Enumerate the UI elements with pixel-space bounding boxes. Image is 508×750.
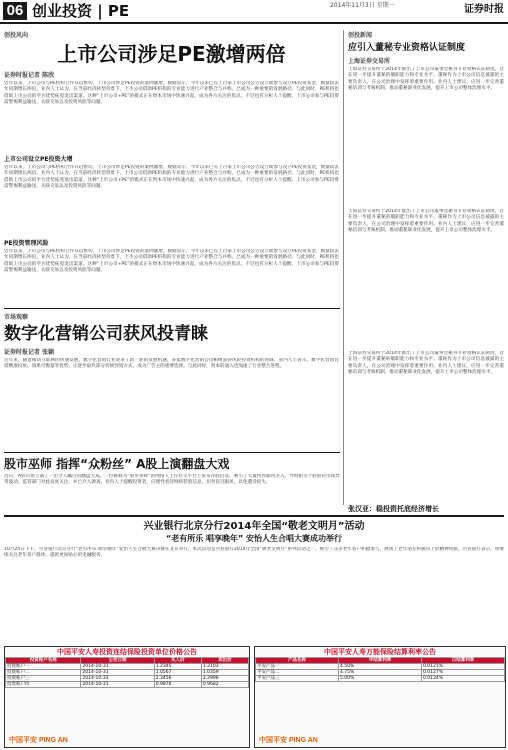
- column-divider: [343, 30, 344, 505]
- article-headline: 股市巫师 指挥“众粉丝” A股上演翻盘大戏: [4, 457, 230, 471]
- article-opinion: [348, 505, 504, 513]
- table-row: [6, 682, 249, 688]
- banner-title: 兴业银行北京分行2014年全国“敬老文明月”活动: [143, 521, 365, 532]
- article-tag: 市场观察: [4, 314, 29, 321]
- table-cell: 4.50%: [339, 664, 422, 670]
- table-cell: 投资账户二: [6, 670, 81, 676]
- table-cell: 0.9876: [154, 682, 201, 688]
- article-headline: 应引入董秘专业资格认证制度: [348, 43, 466, 53]
- table-cell: 投资账户一: [6, 664, 81, 670]
- table-cell: 0.9682: [201, 682, 248, 688]
- table-row: [256, 676, 505, 682]
- article-tag: 创投风向: [4, 32, 29, 39]
- table-cell: 投资账户三: [6, 676, 81, 682]
- table-header: 公告日期: [81, 658, 154, 664]
- page-header: [0, 0, 508, 24]
- article-tag: 创投新闻: [348, 32, 373, 39]
- table-cell: 1.2103: [201, 664, 248, 670]
- table-cell: 1.2345: [154, 664, 201, 670]
- table-cell: 4.75%: [339, 670, 422, 676]
- article-body: 近年来，随着移动互联网的快速发展，数字化营销行业迎来了新一轮的发展机遇，多家数字化营销公司相继获得风险投资机构的青睐。业内人士表示，数字化营销凭借精准投放、效果可衡量等优势，正逐步取代部分传统营销方式，成为广告主的重要选择。与此同时，资本的涌入也加速了行业整合进程。: [4, 358, 339, 370]
- article-body-continued: 上海证券交易所于2014年推出了上市公司董事会秘书专业资格认证制度，旨在进一步提升董秘的履职能力和专业水平。董秘作为上市公司信息披露的主要负责人，在公司治理中发挥着重要作用。业内人士建议，应进一步完善董秘培训与考核机制，推动董秘职业化发展，提升上市公司整体治理水平。: [348, 351, 504, 375]
- article-body: 近日，A股市场上演了一出令人瞩目的翻盘大戏。一位被称为“股市巫师”的网络人士在社交平台上发布荐股信息，吸引了大量粉丝跟风买入，导致相关个股股价出现异常波动。监管部门对此高度关注，并已介入调查。业内人士提醒投资者，应理性看待网络荐股信息，切勿盲目跟风，以免遭受损失。: [4, 474, 340, 486]
- table-header: 投资账户名称: [6, 658, 81, 664]
- rate-table: [255, 657, 505, 682]
- table-header: 年结算利率: [339, 658, 422, 664]
- article-pe-lead: [4, 30, 339, 305]
- article-body-continued: 近年以来，上市公司与PE机构合作日趋密切，上市公司涉足PE投资的案例激增。数据显示，今年以来已有上百家上市公司公告设立或参与设立PE投资基金，数量较去年同期增长两倍。业内人士认为，在当前经济转型背景下，上市公司借助PE机构的专业能力进行产业整合与并购，已成为一种重要的发展路径。与此同时，PE机构也借助上市公司的平台优势拓宽退出渠道。这种“上市公司+PE”的模式正在资本市场中快速兴起，成为各方关注的焦点。不过也有分析人士提醒，上市公司参与PE投资需警惕利益输送、关联交易以及投资风险等问题。: [4, 165, 339, 189]
- article-digital-marketing: [4, 312, 339, 452]
- table-cell: 2014-10-31: [81, 664, 154, 670]
- table-cell: 2014-10-31: [81, 670, 154, 676]
- article-dongmi: [348, 30, 504, 500]
- ad-title: 中国平安人寿万能保险结算利率公告: [324, 648, 436, 656]
- insurance-price-ad: [4, 646, 250, 748]
- paper-name: 证券时报: [464, 4, 504, 15]
- table-cell: 0.0127%: [422, 670, 505, 676]
- table-header: 产品名称: [256, 658, 339, 664]
- article-stock-wizard: [4, 456, 340, 512]
- table-cell: 0.0121%: [422, 664, 505, 670]
- table-cell: 2.3456: [154, 676, 201, 682]
- table-cell: 2014-10-31: [81, 682, 154, 688]
- section-number: 06: [3, 2, 27, 20]
- article-byline: 证券时报记者 陈欣: [4, 72, 55, 79]
- table-cell: 1.0567: [154, 670, 201, 676]
- price-table: [5, 657, 249, 688]
- article-subhead: PE投资管理风险: [4, 240, 49, 247]
- table-cell: 0.0134%: [422, 676, 505, 682]
- banner-body: 10月25日下午，兴业银行北京分行“老有所乐 唱享晚年”安怡人生合唱大赛决赛在北京举行。本次活动是兴业银行2014年全国“敬老文明月”系列活动之一，吸引了众多老年客户积极参与，展现了老年朋友积极向上的精神风貌。兴业银行表示，将继续关注老年客户群体，提供更加贴心的金融服务。: [4, 547, 504, 559]
- article-byline: 上海证券交易所: [348, 58, 391, 65]
- section-title: 创业投资 | PE: [32, 2, 130, 20]
- pingan-logo: 中国平安 PING AN: [259, 737, 318, 744]
- table-cell: 1.0359: [201, 670, 248, 676]
- article-body-continued: 上海证券交易所于2014年推出了上市公司董事会秘书专业资格认证制度，旨在进一步提升董秘的履职能力和专业水平。董秘作为上市公司信息披露的主要负责人，在公司治理中发挥着重要作用。业内人士建议，应进一步完善董秘培训与考核机制，推动董秘职业化发展，提升上市公司整体治理水平。: [348, 209, 504, 233]
- article-headline: 上市公司涉足PE激增两倍: [57, 42, 286, 66]
- pingan-logo: 中国平安 PING AN: [9, 737, 68, 744]
- article-subhead: 上市公司设立PE投资大增: [4, 156, 73, 163]
- article-body-continued: 近年以来，上市公司与PE机构合作日趋密切，上市公司涉足PE投资的案例激增。数据显示，今年以来已有上百家上市公司公告设立或参与设立PE投资基金，数量较去年同期增长两倍。业内人士认为，在当前经济转型背景下，上市公司借助PE机构的专业能力进行产业整合与并购，已成为一种重要的发展路径。与此同时，PE机构也借助上市公司的平台优势拓宽退出渠道。这种“上市公司+PE”的模式正在资本市场中快速兴起，成为各方关注的焦点。不过也有分析人士提醒，上市公司参与PE投资需警惕利益输送、关联交易以及投资风险等问题。: [4, 249, 339, 273]
- table-cell: 投资账户四: [6, 682, 81, 688]
- article-headline: 数字化营销公司获风投青睐: [4, 324, 208, 344]
- table-cell: 5.00%: [339, 676, 422, 682]
- article-byline: 证券时报记者 张颖: [4, 349, 55, 356]
- bank-banner: [4, 515, 504, 643]
- table-header: 卖出价: [201, 658, 248, 664]
- article-body: 上海证券交易所于2014年推出了上市公司董事会秘书专业资格认证制度，旨在进一步提升董秘的履职能力和专业水平。董秘作为上市公司信息披露的主要负责人，在公司治理中发挥着重要作用。业内人士建议，应进一步完善董秘培训与考核机制，推动董秘职业化发展，提升上市公司整体治理水平。: [348, 67, 504, 91]
- ad-title: 中国平安人寿投资连结保险投资单位价格公告: [57, 648, 197, 656]
- article-body: 近年以来，上市公司与PE机构合作日趋密切，上市公司涉足PE投资的案例激增。数据显示，今年以来已有上百家上市公司公告设立或参与设立PE投资基金，数量较去年同期增长两倍。业内人士认为，在当前经济转型背景下，上市公司借助PE机构的专业能力进行产业整合与并购，已成为一种重要的发展路径。与此同时，PE机构也借助上市公司的平台优势拓宽退出渠道。这种“上市公司+PE”的模式正在资本市场中快速兴起，成为各方关注的焦点。不过也有分析人士提醒，上市公司参与PE投资需警惕利益输送、关联交易以及投资风险等问题。: [4, 81, 339, 105]
- issue-date: 2014年11月3日 星期一: [330, 2, 395, 9]
- table-cell: 平安产品二: [256, 670, 339, 676]
- table-header: 买入价: [154, 658, 201, 664]
- insurance-rate-ad: [254, 646, 506, 748]
- section-rule: [4, 452, 340, 453]
- table-header: 日结算利率: [422, 658, 505, 664]
- table-cell: 平安产品一: [256, 664, 339, 670]
- table-cell: 平安产品三: [256, 676, 339, 682]
- article-headline: 张汉亚：稳投资托底经济增长: [348, 505, 439, 513]
- table-cell: 2.2996: [201, 676, 248, 682]
- table-cell: 2014-10-31: [81, 676, 154, 682]
- section-rule: [4, 308, 340, 309]
- banner-subtitle: “老有所乐 唱享晚年” 安怡人生合唱大赛成功举行: [165, 534, 343, 543]
